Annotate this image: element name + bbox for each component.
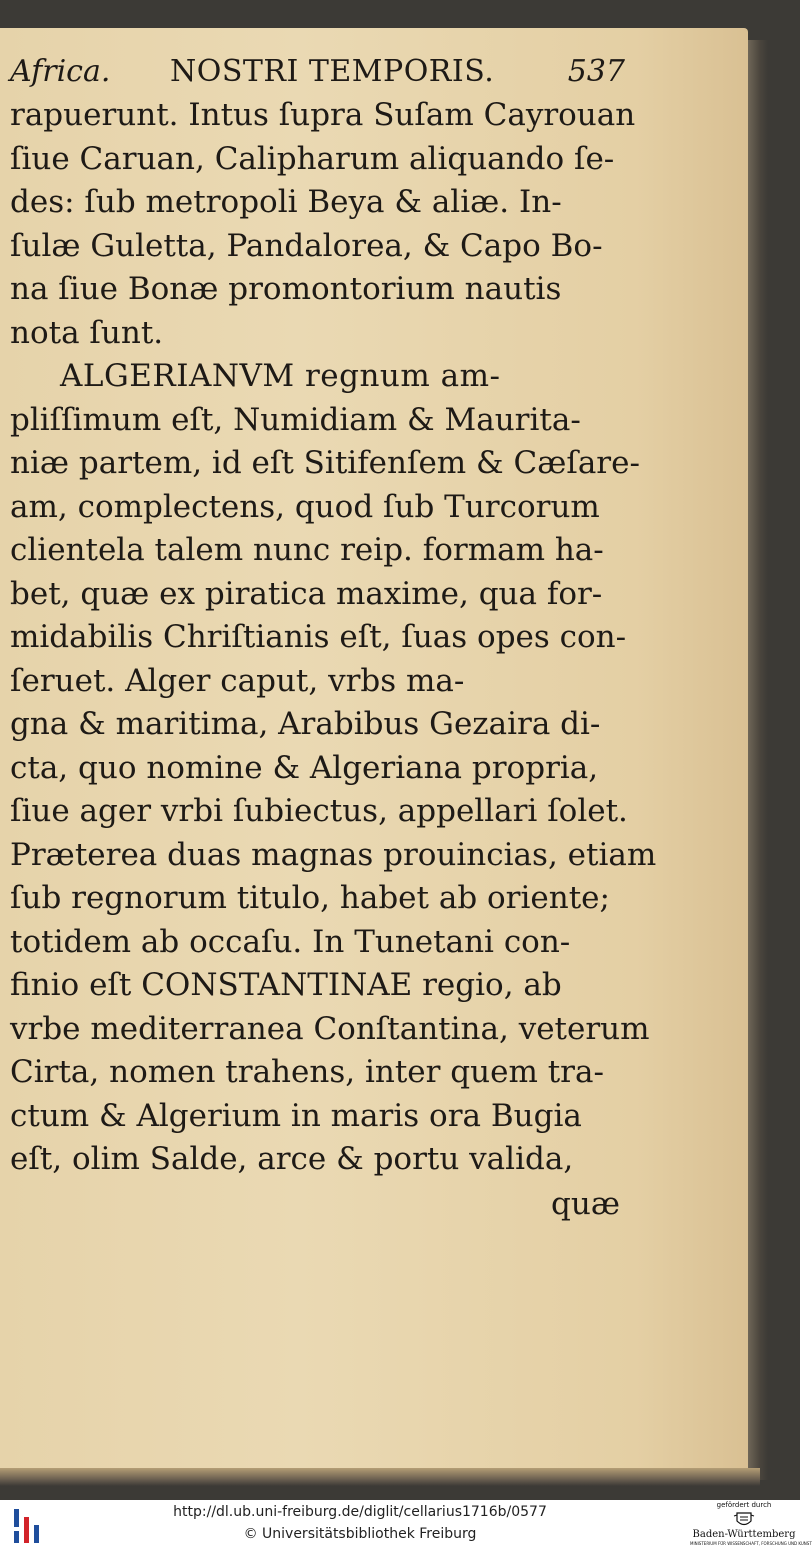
page-text: [10, 50, 657, 1226]
running-head: [10, 50, 625, 94]
page-edge-shadow: [748, 40, 768, 1480]
text-line: ctum & Algerium in maris ora Bugia: [10, 1097, 582, 1134]
footer-bar: [0, 1500, 812, 1552]
footer-url[interactable]: http://dl.ub.uni-freiburg.de/diglit/cellarius1716b/0577: [173, 1504, 547, 1520]
footer-copyright: © Universitätsbibliothek Freiburg: [243, 1526, 477, 1542]
running-head-left: Africa.: [10, 54, 111, 89]
text-line: Præterea duas magnas prouincias, etiam: [10, 836, 657, 873]
text-line: ſeruet. Alger caput, vrbs ma-: [10, 662, 465, 699]
text-line: totidem ab occaſu. In Tunetani con-: [10, 923, 571, 960]
page-number: 537: [567, 54, 625, 89]
sponsor-caption: gefördert durch: [716, 1501, 772, 1509]
text-line: rapuerunt. Intus ſupra Suſam Cayrouan: [10, 97, 636, 133]
text-line: pliſſimum eſt, Numidiam & Maurita-: [10, 401, 581, 438]
page-bottom-edge: [0, 1468, 760, 1486]
text-line: cta, quo nomine & Algeriana propria,: [10, 749, 599, 786]
catchword: quæ: [551, 1185, 620, 1222]
text-line: ſiue Caruan, Calipharum aliquando ſe-: [10, 140, 615, 177]
text-line: vrbe mediterranea Conſtantina, veterum: [10, 1010, 650, 1047]
text-line: niæ partem, id eſt Sitifenſem & Cæſare-: [10, 445, 640, 481]
text-line: eſt, olim Salde, arce & portu valida,: [10, 1141, 574, 1177]
text-line: finio eſt CONSTANTINAE regio, ab: [10, 967, 562, 1003]
text-line: na ſiue Bonæ promontorium nautis: [10, 271, 562, 307]
text-line: nota ſunt.: [10, 314, 164, 351]
text-line: am, complectens, quod ſub Turcorum: [10, 488, 600, 525]
sponsor-name: Baden-Württemberg: [692, 1529, 796, 1540]
running-head-title: NOSTRI TEMPORIS.: [170, 54, 495, 89]
sponsor-logo: [690, 1501, 812, 1551]
text-line: gna & maritima, Arabibus Gezaira di-: [10, 706, 601, 742]
text-line: ſub regnorum titulo, habet ab oriente;: [10, 880, 610, 916]
text-line: des: ſub metropoli Beya & aliæ. In-: [10, 184, 562, 220]
text-line: Cirta, nomen trahens, inter quem tra-: [10, 1054, 604, 1090]
text-line: ſiue ager vrbi ſubiectus, appellari ſolet.: [10, 793, 628, 829]
sponsor-ministry: MINISTERIUM FÜR WISSENSCHAFT, FORSCHUNG UND KUNST: [690, 1541, 812, 1546]
coat-of-arms-icon: [733, 1511, 755, 1529]
text-line: ſulæ Guletta, Pandalorea, & Capo Bo-: [10, 227, 603, 264]
text-line: clientela talem nunc reip. formam ha-: [10, 532, 604, 568]
paragraph-start-line: ALGERIANVM regnum am-: [60, 358, 501, 394]
text-line: midabilis Chriſtianis eſt, ſuas opes con-: [10, 619, 627, 655]
text-line: bet, quæ ex piratica maxime, qua for-: [10, 575, 603, 612]
